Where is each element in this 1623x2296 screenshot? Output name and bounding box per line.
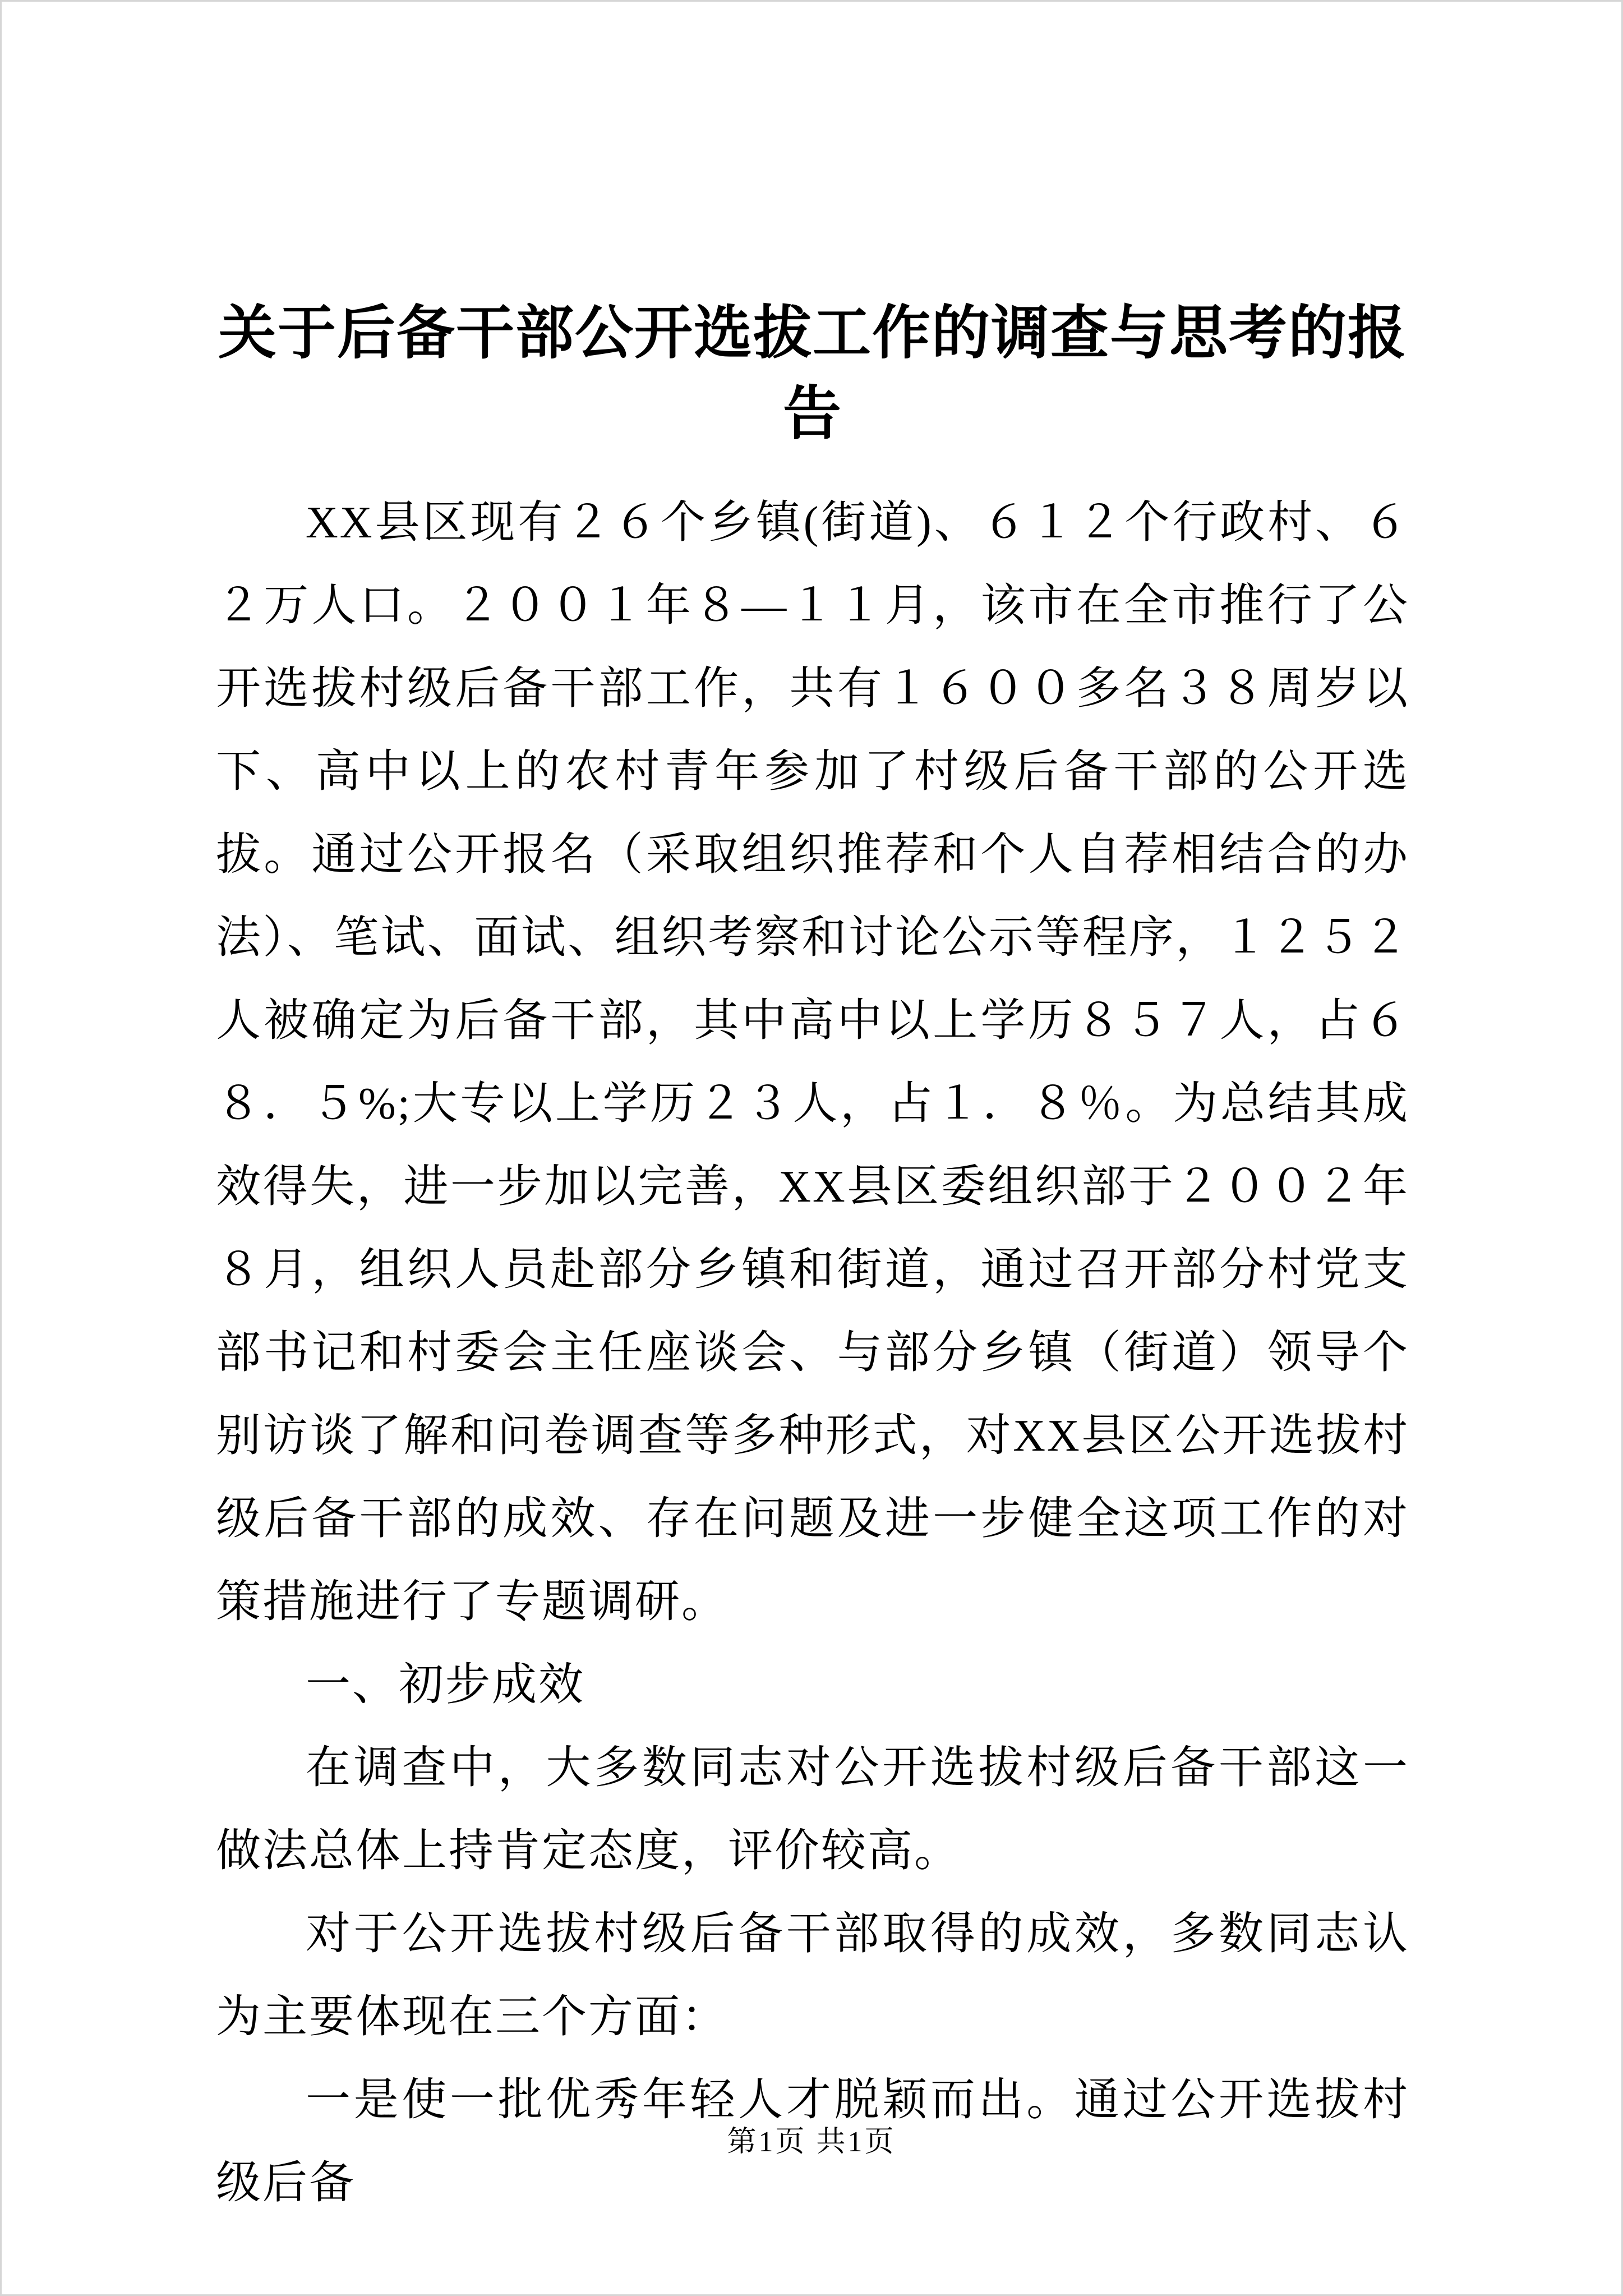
- paragraph-intro: XX县区现有２６个乡镇(街道)、６１２个行政村、６２万人口。２００１年８—１１月，该市在全市推行了公开选拔村级后备干部工作，共有１６００多名３８周岁以下、高中以上的农村青年参加了村级后备干部的公开选拔。通过公开报名（采取组织推荐和个人自荐相结合的办法）、笔试、面试、组织考察和讨论公示等程序，１２５２人被确定为后备干部，其中高中以上学历８５７人，占６８．５%;大专以上学历２３人，占１．８％。为总结其成效得失，进一步加以完善，XX县区委组织部于２００２年８月，组织人员赴部分乡镇和街道，通过召开部分村党支部书记和村委会主任座谈会、与部分乡镇（街道）领导个别访谈了解和问卷调查等多种形式，对XX县区公开选拔村级后备干部的成效、存在问题及进一步健全这项工作的对策措施进行了专题调研。: [216, 498, 1409, 1627]
- section-heading: 一、初步成效: [306, 1660, 585, 1710]
- paragraph-first-point: 一是使一批优秀年轻人才脱颖而出。通过公开选拔村级后备: [216, 2076, 1409, 2208]
- paragraph-aspects: 对于公开选拔村级后备干部取得的成效，多数同志认为主要体现在三个方面：: [216, 1910, 1409, 2042]
- page-number-label: 第1页 共1页: [727, 2126, 896, 2158]
- document-title: 关于后备干部公开选拔工作的调查与思考的报告: [218, 301, 1407, 447]
- document-body: [216, 481, 1409, 2225]
- paragraph-survey: 在调查中，大多数同志对公开选拔村级后备干部这一做法总体上持肯定态度，评价较高。: [216, 1743, 1409, 1876]
- page-footer: [2, 2118, 1621, 2160]
